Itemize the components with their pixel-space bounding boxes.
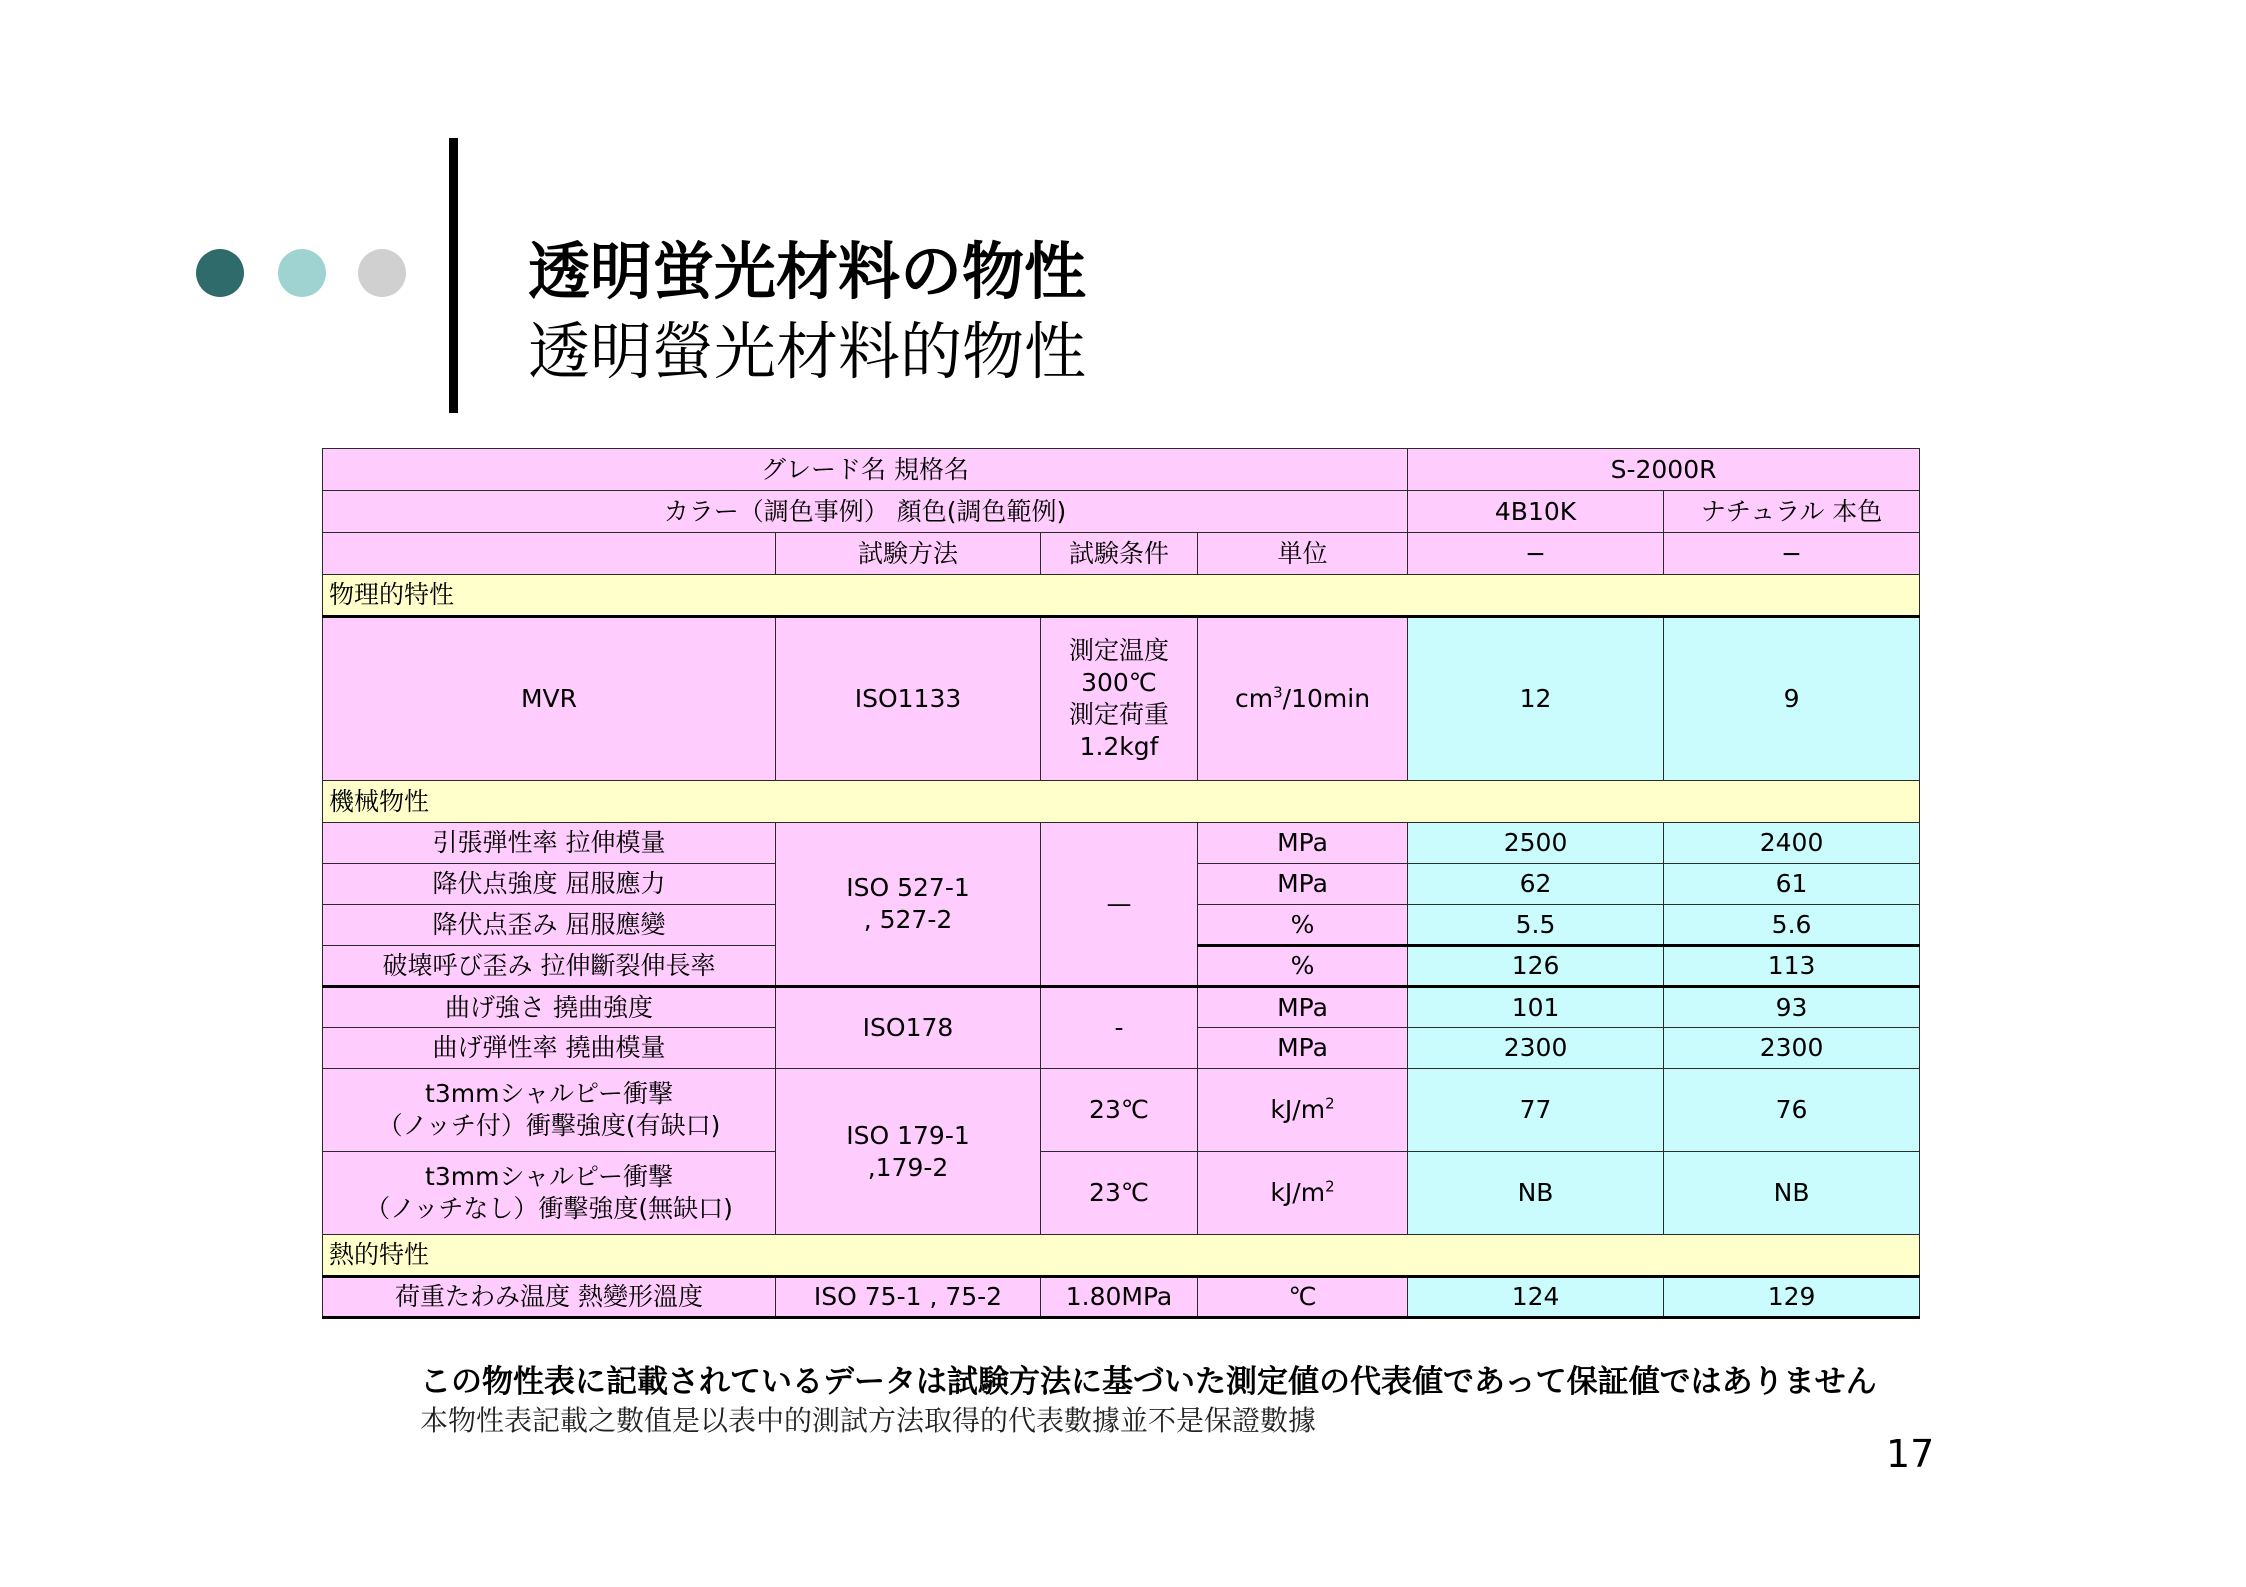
tensile-mod-zh: 拉伸模量 xyxy=(565,828,666,857)
break-strain-name xyxy=(323,946,776,987)
mvr-row xyxy=(323,617,1920,781)
header-dash-1: − xyxy=(1408,533,1664,575)
header-empty xyxy=(323,533,776,575)
mvr-cond-4: 1.2kgf xyxy=(1079,732,1159,761)
flex-str-ja: 曲げ強さ xyxy=(445,992,546,1022)
hdt-value-1: 124 xyxy=(1408,1277,1664,1318)
break-strain-ja: 破壊呼び歪み xyxy=(382,950,533,980)
mvr-unit-tail: /10min xyxy=(1282,684,1371,713)
charpy-notched-value-2: 76 xyxy=(1664,1069,1920,1152)
yield-str-name xyxy=(323,864,776,905)
mvr-unit xyxy=(1198,617,1408,781)
charpy-unnotched-unit-base: kJ/m xyxy=(1270,1178,1326,1207)
charpy-notched-name xyxy=(323,1069,776,1152)
charpy-notched-row xyxy=(323,1069,1920,1152)
title-divider-bar xyxy=(449,138,458,413)
yield-str-ja: 降伏点強度 xyxy=(432,869,558,898)
break-strain-unit: % xyxy=(1198,946,1408,987)
iso179-method xyxy=(776,1069,1041,1235)
hdt-name xyxy=(323,1277,776,1318)
color-2-ja: ナチュラル xyxy=(1700,496,1825,526)
charpy-unnotched-unit-sup: 2 xyxy=(1325,1177,1335,1196)
iso179-method-2: ,179-2 xyxy=(867,1152,949,1182)
mvr-cond-2: 300℃ xyxy=(1081,668,1157,697)
header-method: 試験方法 xyxy=(776,533,1041,575)
charpy-notched-condition: 23℃ xyxy=(1041,1069,1198,1152)
mvr-unit-sup: 3 xyxy=(1273,683,1283,702)
yield-strain-value-1: 5.5 xyxy=(1408,905,1664,946)
column-header-row xyxy=(323,533,1920,575)
section-mechanical-row xyxy=(323,781,1920,823)
yield-strain-value-2: 5.6 xyxy=(1664,905,1920,946)
hdt-zh: 熱變形溫度 xyxy=(577,1282,703,1311)
mvr-value-2: 9 xyxy=(1664,617,1920,781)
tensile-mod-value-1: 2500 xyxy=(1408,823,1664,864)
hdt-value-2: 129 xyxy=(1664,1277,1920,1318)
tensile-mod-unit: MPa xyxy=(1198,823,1408,864)
flex-str-value-1: 101 xyxy=(1408,987,1664,1028)
page-number: 17 xyxy=(1886,1432,1935,1476)
color-2-zh: 本色 xyxy=(1832,496,1883,526)
break-strain-value-2: 113 xyxy=(1664,946,1920,987)
charpy-unnotched-line2-zh: 衝擊強度(無缺口) xyxy=(538,1194,733,1223)
mvr-condition xyxy=(1041,617,1198,781)
flex-str-name xyxy=(323,987,776,1028)
flex-mod-ja: 曲げ弾性率 xyxy=(432,1033,558,1062)
flex-str-row xyxy=(323,987,1920,1028)
hdt-condition: 1.80MPa xyxy=(1041,1277,1198,1318)
flex-mod-unit: MPa xyxy=(1198,1028,1408,1069)
charpy-unnotched-line2 xyxy=(327,1193,771,1225)
yield-strain-ja: 降伏点歪み xyxy=(432,910,558,939)
page-title-zh: 透明螢光材料的物性 xyxy=(528,315,1087,388)
mvr-method: ISO1133 xyxy=(776,617,1041,781)
hdt-method: ISO 75-1 , 75-2 xyxy=(776,1277,1041,1318)
yield-strain-unit: % xyxy=(1198,905,1408,946)
iso178-method: ISO178 xyxy=(776,987,1041,1069)
yield-str-value-2: 61 xyxy=(1664,864,1920,905)
charpy-notched-unit xyxy=(1198,1069,1408,1152)
color-label-cell xyxy=(323,491,1408,533)
iso527-method-1: ISO 527-1 xyxy=(846,873,970,902)
flex-mod-zh: 撓曲模量 xyxy=(565,1033,666,1062)
header-condition: 試験条件 xyxy=(1041,533,1198,575)
color-label-ja: カラー（調色事例） xyxy=(663,496,889,526)
iso178-condition: - xyxy=(1041,987,1198,1069)
color-label-zh: 顏色(調色範例) xyxy=(896,496,1067,526)
disclaimer-zh: 本物性表記載之數值是以表中的測試方法取得的代表數據並不是保證數據 xyxy=(420,1404,1317,1437)
charpy-notched-line2-ja: （ノッチ付） xyxy=(377,1111,526,1140)
charpy-notched-unit-base: kJ/m xyxy=(1270,1095,1326,1124)
charpy-unnotched-line2-ja: （ノッチなし） xyxy=(365,1194,539,1223)
decor-dot-dark xyxy=(196,249,244,297)
header-dash-2: − xyxy=(1664,533,1920,575)
grade-value: S-2000R xyxy=(1408,449,1920,491)
mvr-cond-1: 測定温度 xyxy=(1068,636,1169,665)
charpy-unnotched-value-1: NB xyxy=(1408,1152,1664,1235)
color-value-2 xyxy=(1664,491,1920,533)
section-physical-row xyxy=(323,575,1920,617)
yield-str-zh: 屈服應力 xyxy=(565,869,666,898)
section-thermal: 熱的特性 xyxy=(323,1235,1920,1277)
yield-strain-zh: 屈服應變 xyxy=(565,910,666,939)
flex-str-zh: 撓曲強度 xyxy=(552,992,653,1022)
flex-str-value-2: 93 xyxy=(1664,987,1920,1028)
charpy-notched-unit-sup: 2 xyxy=(1325,1094,1335,1113)
mvr-cond-3: 測定荷重 xyxy=(1068,700,1169,729)
iso179-method-1: ISO 179-1 xyxy=(846,1120,970,1150)
grade-label-cell xyxy=(323,449,1408,491)
hdt-unit: ℃ xyxy=(1198,1277,1408,1318)
header-unit: 単位 xyxy=(1198,533,1408,575)
tensile-mod-ja: 引張弾性率 xyxy=(432,828,558,857)
mvr-unit-base: cm xyxy=(1235,684,1274,713)
hdt-row xyxy=(323,1277,1920,1318)
flex-str-unit: MPa xyxy=(1198,987,1408,1028)
hdt-ja: 荷重たわみ温度 xyxy=(395,1282,571,1311)
flex-mod-name xyxy=(323,1028,776,1069)
tensile-mod-value-2: 2400 xyxy=(1664,823,1920,864)
break-strain-value-1: 126 xyxy=(1408,946,1664,987)
color-row xyxy=(323,491,1920,533)
charpy-notched-line1: t3mmシャルピー衝撃 xyxy=(425,1079,673,1108)
tensile-mod-name xyxy=(323,823,776,864)
mvr-value-1: 12 xyxy=(1408,617,1664,781)
charpy-unnotched-unit xyxy=(1198,1152,1408,1235)
charpy-unnotched-row xyxy=(323,1152,1920,1235)
iso527-condition: — xyxy=(1041,823,1198,987)
page-title-ja: 透明蛍光材料の物性 xyxy=(528,235,1087,308)
properties-table xyxy=(322,448,1920,1319)
decor-dot-gray xyxy=(358,249,406,297)
disclaimer-ja: この物性表に記載されているデータは試験方法に基づいた測定値の代表値であって保証値ではありません xyxy=(420,1364,1877,1400)
section-thermal-row xyxy=(323,1235,1920,1277)
flex-mod-value-1: 2300 xyxy=(1408,1028,1664,1069)
charpy-notched-line2 xyxy=(327,1110,771,1142)
charpy-unnotched-line1: t3mmシャルピー衝撃 xyxy=(425,1162,673,1191)
section-physical: 物理的特性 xyxy=(323,575,1920,617)
charpy-unnotched-value-2: NB xyxy=(1664,1152,1920,1235)
mvr-name: MVR xyxy=(323,617,776,781)
charpy-notched-line2-zh: 衝擊強度(有缺口) xyxy=(525,1111,721,1140)
yield-strain-name xyxy=(323,905,776,946)
color-value-1: 4B10K xyxy=(1408,491,1664,533)
charpy-notched-value-1: 77 xyxy=(1408,1069,1664,1152)
section-mechanical: 機械物性 xyxy=(323,781,1920,823)
yield-str-value-1: 62 xyxy=(1408,864,1664,905)
decor-dot-light xyxy=(278,249,326,297)
break-strain-zh: 拉伸斷裂伸長率 xyxy=(540,950,716,980)
charpy-unnotched-name xyxy=(323,1152,776,1235)
grade-label-zh: 規格名 xyxy=(894,454,970,484)
flex-mod-value-2: 2300 xyxy=(1664,1028,1920,1069)
yield-str-unit: MPa xyxy=(1198,864,1408,905)
grade-label-ja: グレード名 xyxy=(761,454,887,484)
charpy-unnotched-condition: 23℃ xyxy=(1041,1152,1198,1235)
iso527-method xyxy=(776,823,1041,987)
iso527-method-2: , 527-2 xyxy=(863,905,953,934)
tensile-mod-row xyxy=(323,823,1920,864)
grade-row xyxy=(323,449,1920,491)
